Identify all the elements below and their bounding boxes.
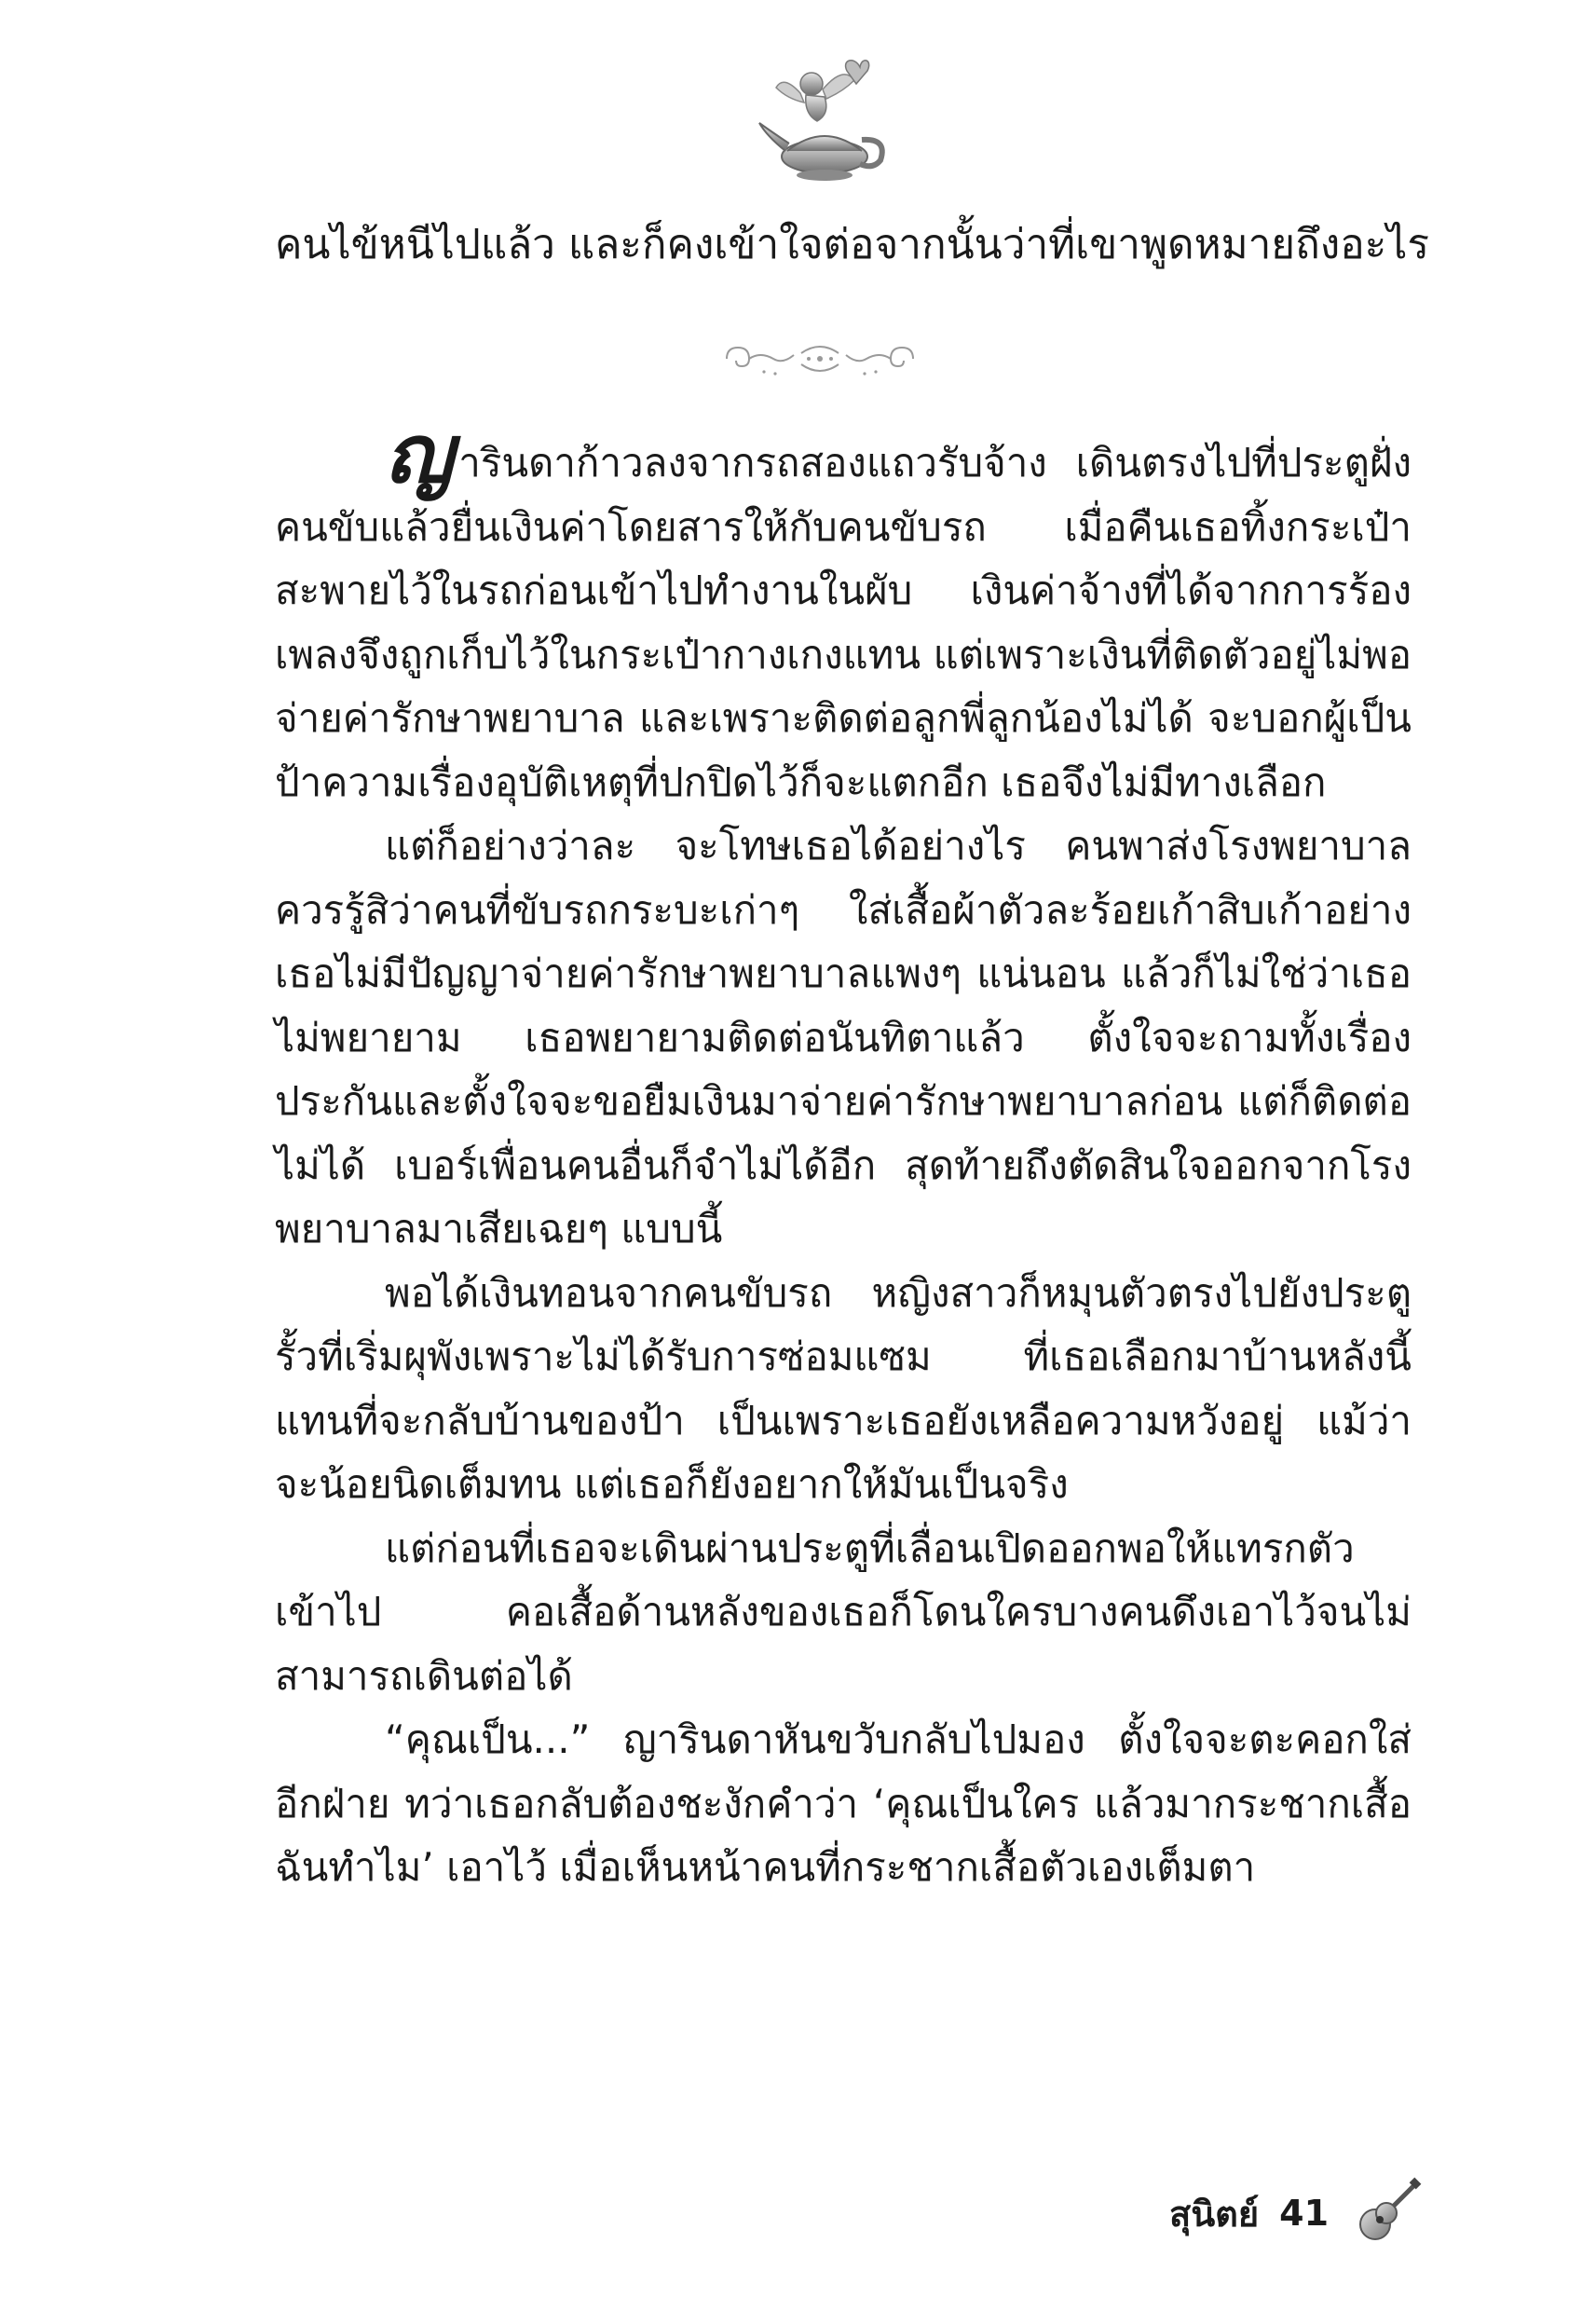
paragraph-2: แต่ก็อย่างว่าละ จะโทษเธอได้อย่างไร คนพาส่งโรงพยาบาลควรรู้สิว่าคนที่ขับรถกระบะเก่าๆ ใส่เสื้อผ้าตัวละร้อยเก้าสิบเก้าอย่างเธอไม่มีปัญญาจ่ายค่ารักษาพยาบาลแพงๆ แน่นอน แล้วก็ไม่ใช่ว่าเธอไม่พยายาม เธอพยายามติดต่อนันทิตาแล้ว ตั้งใจจะถามทั้งเรื่องประกันและตั้งใจจะขอยืมเงินมาจ่ายค่ารักษาพยาบาลก่อน แต่ก็ติดต่อไม่ได้ เบอร์เพื่อนคนอื่นก็จำไม่ได้อีก สุดท้ายถึงตัดสินใจออกจากโรงพยาบาลมาเสียเฉยๆ แบบนี้ [275, 823, 1412, 1251]
angel-teapot-icon [750, 47, 899, 186]
body-text [275, 407, 1412, 1900]
page-number: 41 [1279, 2193, 1330, 2234]
paragraph-5: “คุณเป็น...” ญารินดาหันขวับกลับไปมอง ตั้งใจจะตะคอกใส่อีกฝ่าย ทว่าเธอกลับต้องชะงักคำว่า ‘คุณเป็นใคร แล้วมากระชากเสื้อฉันทำไม’ เอาไว้ เมื่อเห็นหน้าคนที่กระชากเสื้อตัวเองเต็มตา [275, 1716, 1412, 1890]
paragraph-4: แต่ก่อนที่เธอจะเดินผ่านประตูที่เลื่อนเปิดออกพอให้แทรกตัวเข้าไป คอเสื้อด้านหลังของเธอก็โดนใครบางคนดึงเอาไว้จนไม่สามารถเดินต่อได้ [275, 1525, 1412, 1699]
ornament-divider-icon [708, 331, 932, 387]
drop-cap: ญ [385, 407, 454, 501]
page-footer [1169, 2176, 1424, 2250]
author-name: สุนิตย์ [1169, 2193, 1260, 2235]
guitar-icon [1349, 2176, 1424, 2250]
intro-line: คนไข้หนีไปแล้ว และก็คงเข้าใจต่อจากนั้นว่าที่เขาพูดหมายถึงอะไร [275, 221, 1430, 268]
paragraph-3: พอได้เงินทอนจากคนขับรถ หญิงสาวก็หมุนตัวตรงไปยังประตูรั้วที่เริ่มผุพังเพราะไม่ได้รับการซ่อมแซม ที่เธอเลือกมาบ้านหลังนี้แทนที่จะกลับบ้านของป้า เป็นเพราะเธอยังเหลือความหวังอยู่ แม้ว่าจะน้อยนิดเต็มทน แต่เธอก็ยังอยากให้มันเป็นจริง [275, 1269, 1412, 1507]
paragraph-text: ารินดาก้าวลงจากรถสองแถวรับจ้าง เดินตรงไปที่ประตูฝั่งคนขับแล้วยื่นเงินค่าโดยสารให้กับคนขับรถ เมื่อคืนเธอทิ้งกระเป๋าสะพายไว้ในรถก่อนเข้าไปทำงานในผับ เงินค่าจ้างที่ได้จากการร้องเพลงจึงถูกเก็บไว้ในกระเป๋ากางเกงแทน แต่เพราะเงินที่ติดตัวอยู่ไม่พอจ่ายค่ารักษาพยาบาล และเพราะติดต่อลูกพี่ลูกน้องไม่ได้ จะบอกผู้เป็นป้าความเรื่องอุบัติเหตุที่ปกปิดไว้ก็จะแตกอีก เธอจึงไม่มีทางเลือก [275, 440, 1412, 805]
paragraph-1 [275, 407, 1412, 814]
